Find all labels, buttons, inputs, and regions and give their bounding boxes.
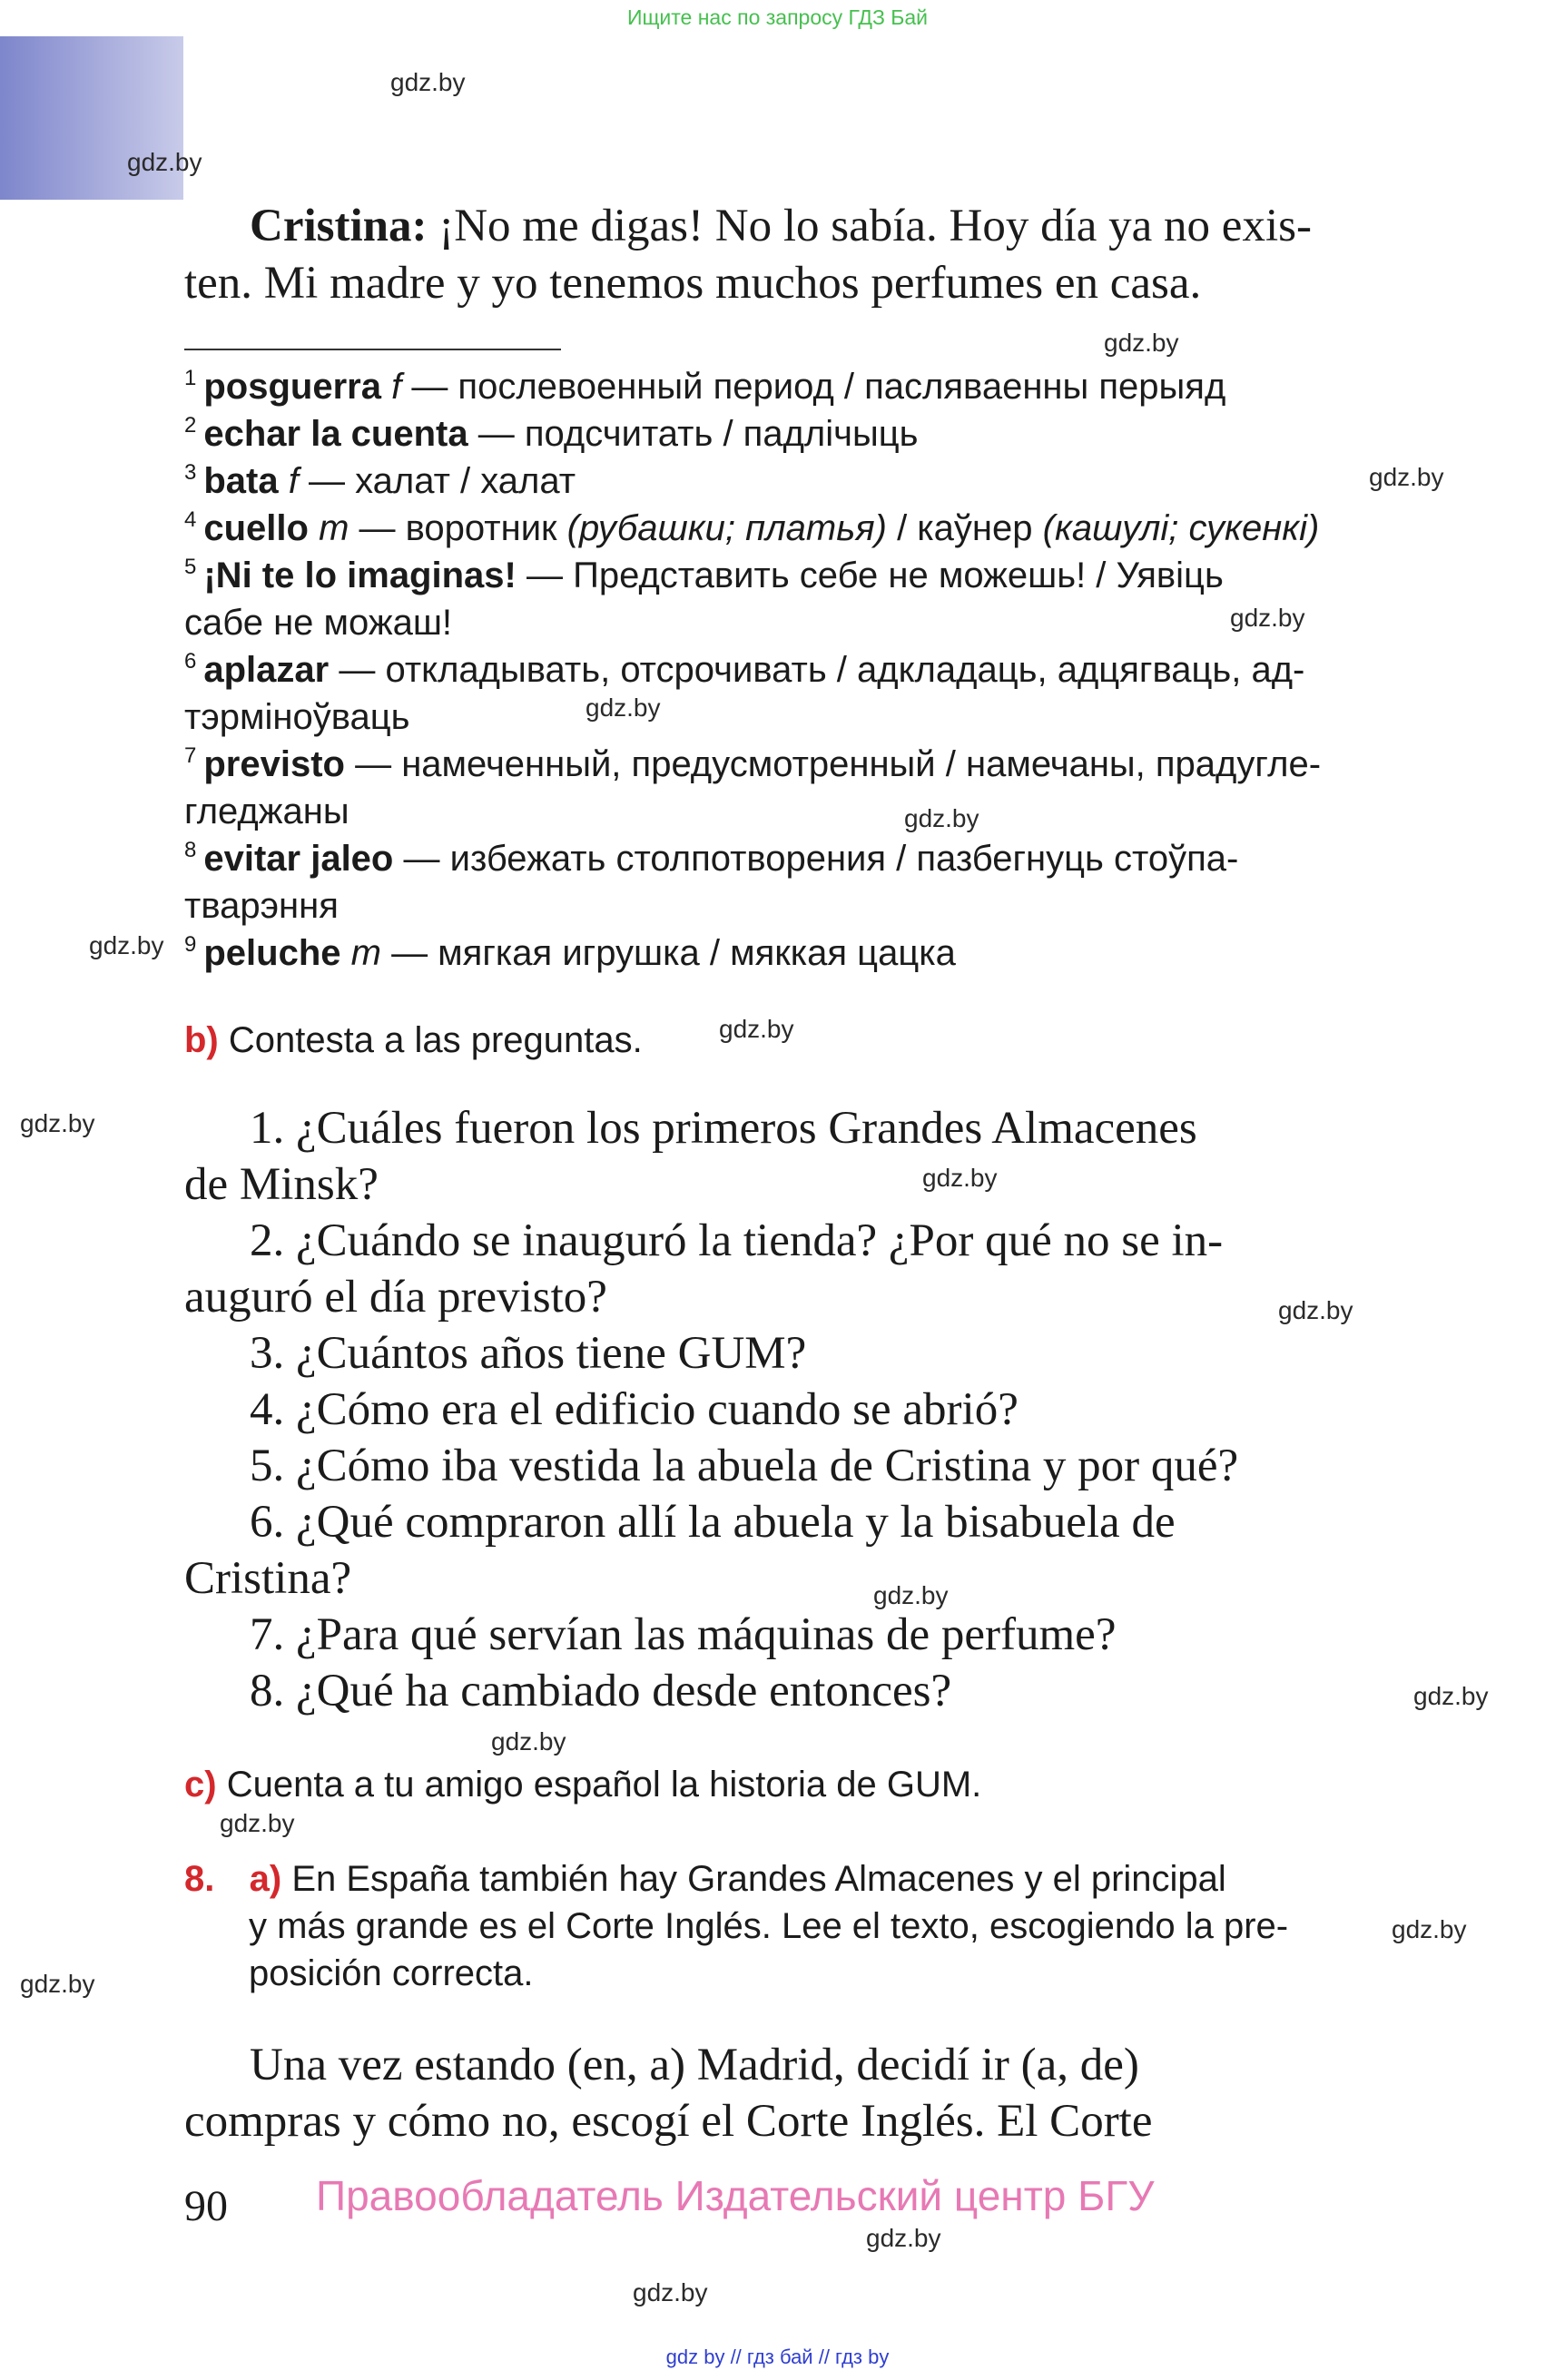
footnote-gender: m: [340, 933, 381, 973]
footnote: [184, 921, 1392, 977]
footnote-term: previsto: [203, 744, 345, 784]
question-1: 1. ¿Cuáles fueron los primeros Grandes Almacenes: [250, 1103, 1197, 1154]
footnote-number: 9: [184, 932, 197, 957]
footnote-translation: гледжаны: [184, 792, 349, 831]
footnote-number: 4: [184, 507, 197, 532]
footnote-translation: — откладывать, отсрочивать / адкладаць, адцягваць, ад-: [329, 650, 1305, 690]
task-instruction: En España también hay Grandes Almacenes y el principal: [291, 1859, 1226, 1899]
question-2-cont: auguró el día previsto?: [184, 1272, 607, 1323]
footnote-gender: f: [278, 461, 299, 501]
watermark: gdz.by: [1392, 1915, 1467, 1943]
exercise-8-line: posición correcta.: [249, 1953, 534, 1993]
footnote-number: 6: [184, 649, 197, 674]
speaker-name: Cristina:: [250, 201, 428, 251]
footnote-divider: [184, 349, 561, 350]
question-1-cont: de Minsk?: [184, 1159, 379, 1210]
footnote-number: 3: [184, 460, 197, 485]
dialog-text: ¡No me digas! No lo sabía. Hoy día ya no exis-: [427, 201, 1312, 251]
page-number: 90: [184, 2182, 228, 2230]
watermark: gdz.by: [1230, 604, 1305, 632]
task-c: [184, 1761, 981, 1808]
question-4: 4. ¿Cómo era el edificio cuando se abrió?: [250, 1384, 1019, 1435]
watermark: gdz.by: [491, 1727, 566, 1755]
footnote-number: 1: [184, 366, 197, 390]
task-b: [184, 1017, 643, 1064]
footnote-gender: m: [308, 508, 349, 548]
footnote-number: 2: [184, 413, 197, 438]
footnote-number: 7: [184, 743, 197, 768]
footnote-term: cuello: [203, 508, 309, 548]
footnote-note: (кашулі; сукенкі): [1042, 508, 1320, 548]
copyright-notice: Правообладатель Издательский центр БГУ: [316, 2172, 1155, 2219]
footnote-term: aplazar: [203, 650, 330, 690]
task-instruction: Cuenta a tu amigo español la historia de GUM.: [226, 1765, 982, 1805]
task-letter: c): [184, 1765, 217, 1805]
footnote-translation: тэрміноўваць: [184, 697, 410, 737]
exercise-8-line: y más grande es el Corte Inglés. Lee el texto, escogiendo la pre-: [249, 1906, 1289, 1946]
watermark: gdz.by: [20, 1970, 95, 1998]
watermark: gdz.by: [220, 1809, 295, 1837]
watermark: gdz.by: [127, 148, 202, 176]
footnote-translation: — воротник: [349, 508, 567, 548]
question-6-cont: Cristina?: [184, 1553, 352, 1604]
exercise-number: 8.: [184, 1859, 215, 1899]
watermark: gdz.by: [904, 804, 979, 832]
watermark: gdz.by: [586, 693, 661, 722]
question-8: 8. ¿Qué ha cambiado desde entonces?: [250, 1666, 952, 1716]
footnote-translation: — послевоенный период / пасляваенны перыяд: [401, 367, 1226, 407]
watermark: gdz.by: [20, 1109, 95, 1137]
footnote-translation: — Представить себе не можешь! / Уявіць: [516, 556, 1224, 595]
footnote: [184, 544, 1392, 646]
footnote: [184, 638, 1392, 741]
watermark: gdz.by: [89, 931, 164, 959]
dialog-block: [184, 198, 1384, 312]
footnote-number: 8: [184, 838, 197, 862]
watermark: gdz.by: [1104, 329, 1179, 357]
dialog-line: [184, 198, 1384, 255]
watermark: gdz.by: [390, 68, 466, 96]
dialog-line: ten. Mi madre y yo tenemos muchos perfumes en casa.: [184, 258, 1202, 309]
footnote-translation: — мягкая игрушка / мяккая цацка: [380, 933, 956, 973]
footnote-term: posguerra: [203, 367, 381, 407]
footnote-number: 5: [184, 555, 197, 579]
task-letter: b): [184, 1020, 219, 1060]
reading-text: Una vez estando (en, a) Madrid, decidí ir (a, de): [250, 2040, 1139, 2090]
footnote-term: evitar jaleo: [203, 839, 394, 879]
watermark: gdz.by: [922, 1164, 998, 1192]
question-7: 7. ¿Para qué servían las máquinas de perfume?: [250, 1609, 1117, 1660]
task-letter: a): [249, 1859, 282, 1899]
question-2: 2. ¿Cuándo se inauguró la tienda? ¿Por qué no se in-: [250, 1215, 1224, 1266]
footnote-note: (рубашки; платья): [566, 508, 887, 548]
footnote-translation: — халат / халат: [298, 461, 576, 501]
footnote-translation: / каўнер: [886, 508, 1043, 548]
watermark: gdz.by: [633, 2278, 708, 2306]
footnote-term: bata: [203, 461, 279, 501]
footnote-translation: тварэння: [184, 886, 339, 926]
footnote: [184, 733, 1392, 835]
footnote: [184, 827, 1392, 929]
watermark: gdz.by: [1413, 1682, 1489, 1710]
footnote-term: peluche: [203, 933, 341, 973]
footnote-translation: — намеченный, предусмотренный / намечаны, прадугле-: [344, 744, 1322, 784]
reading-text: compras y cómo no, escogí el Corte Inglés. El Corte: [184, 2096, 1153, 2147]
footnote-translation: — избежать столпотворения / пазбегнуць стоўпа-: [393, 839, 1239, 879]
footnote-term: ¡Ni te lo imaginas!: [203, 556, 517, 595]
question-5: 5. ¿Cómo iba vestida la abuela de Cristina y por qué?: [250, 1441, 1239, 1491]
watermark: gdz.by: [873, 1581, 949, 1609]
top-banner[interactable]: Ищите нас по запросу ГДЗ Бай: [626, 5, 929, 29]
question-6: 6. ¿Qué compraron allí la abuela y la bisabuela de: [250, 1497, 1176, 1548]
watermark: gdz.by: [1369, 463, 1444, 491]
footnote-gender: f: [380, 367, 402, 407]
watermark: gdz.by: [1278, 1296, 1353, 1324]
exercise-8: [184, 1855, 1226, 1903]
task-instruction: Contesta a las preguntas.: [228, 1020, 643, 1060]
bottom-links[interactable]: gdz by // гдз бай // гдз by: [665, 2346, 890, 2368]
watermark: gdz.by: [866, 2224, 941, 2252]
watermark: gdz.by: [719, 1015, 794, 1043]
question-3: 3. ¿Cuántos años tiene GUM?: [250, 1328, 807, 1379]
footnote-translation: сабе не можаш!: [184, 603, 453, 643]
footnote-term: echar la cuenta: [203, 414, 468, 454]
footnote-translation: — подсчитать / падлічыць: [467, 414, 919, 454]
